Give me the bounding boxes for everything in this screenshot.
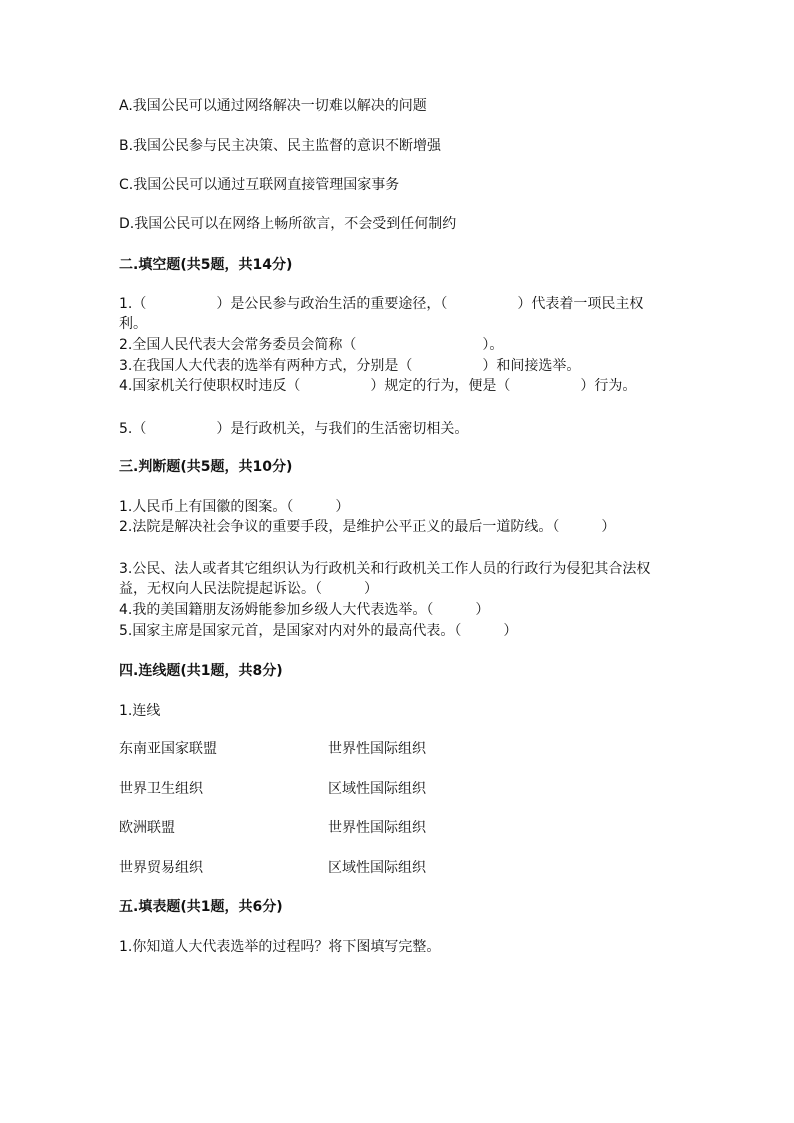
option-a: A.我国公民可以通过网络解决一切难以解决的问题 [119, 98, 427, 114]
match-question: 1.连线 [119, 703, 161, 719]
match-left-item: 欧洲联盟 [119, 820, 175, 836]
match-left-item: 东南亚国家联盟 [119, 741, 217, 757]
fill-blank-q2: 2.全国人民代表大会常务委员会简称（ ）。 [119, 337, 504, 353]
match-right-item: 区域性国际组织 [328, 781, 426, 797]
section-title-match: 四.连线题(共1题，共8分) [119, 663, 283, 679]
match-right-item: 区域性国际组织 [328, 860, 426, 876]
fill-blank-q5: 5.（ ）是行政机关，与我们的生活密切相关。 [119, 421, 469, 437]
match-left-item: 世界贸易组织 [119, 860, 203, 876]
table-question: 1.你知道人大代表选举的过程吗？将下图填写完整。 [119, 939, 441, 955]
judge-q4: 4.我的美国籍朋友汤姆能参加乡级人大代表选举。（ ） [119, 602, 490, 618]
judge-q3: 3.公民、法人或者其它组织认为行政机关和行政机关工作人员的行政行为侵犯其合法权益，无权向人民法院提起诉讼。（ ） [119, 561, 651, 598]
judge-q1: 1.人民币上有国徽的图案。（ ） [119, 499, 350, 515]
match-right-item: 世界性国际组织 [328, 820, 426, 836]
judge-q2: 2.法院是解决社会争议的重要手段，是维护公平正义的最后一道防线。（ ） [119, 519, 616, 535]
match-left-item: 世界卫生组织 [119, 781, 203, 797]
option-c: C.我国公民可以通过互联网直接管理国家事务 [119, 177, 400, 193]
fill-blank-q3: 3.在我国人大代表的选举有两种方式，分别是（ ）和间接选举。 [119, 358, 581, 374]
section-title-table: 五.填表题(共1题，共6分) [119, 899, 283, 915]
judge-q5: 5.国家主席是国家元首，是国家对内对外的最高代表。（ ） [119, 623, 518, 639]
option-d: D.我国公民可以在网络上畅所欲言，不会受到任何制约 [119, 216, 457, 232]
section-title-judge: 三.判断题(共5题，共10分) [119, 459, 293, 475]
section-title-fill-blank: 二.填空题(共5题，共14分) [119, 257, 293, 273]
fill-blank-q1: 1.（ ）是公民参与政治生活的重要途径，（ ）代表着一项民主权利。 [119, 296, 644, 333]
option-b: B.我国公民参与民主决策、民主监督的意识不断增强 [119, 138, 442, 154]
match-right-item: 世界性国际组织 [328, 741, 426, 757]
fill-blank-q4: 4.国家机关行使职权时违反（ ）规定的行为，便是（ ）行为。 [119, 378, 637, 394]
